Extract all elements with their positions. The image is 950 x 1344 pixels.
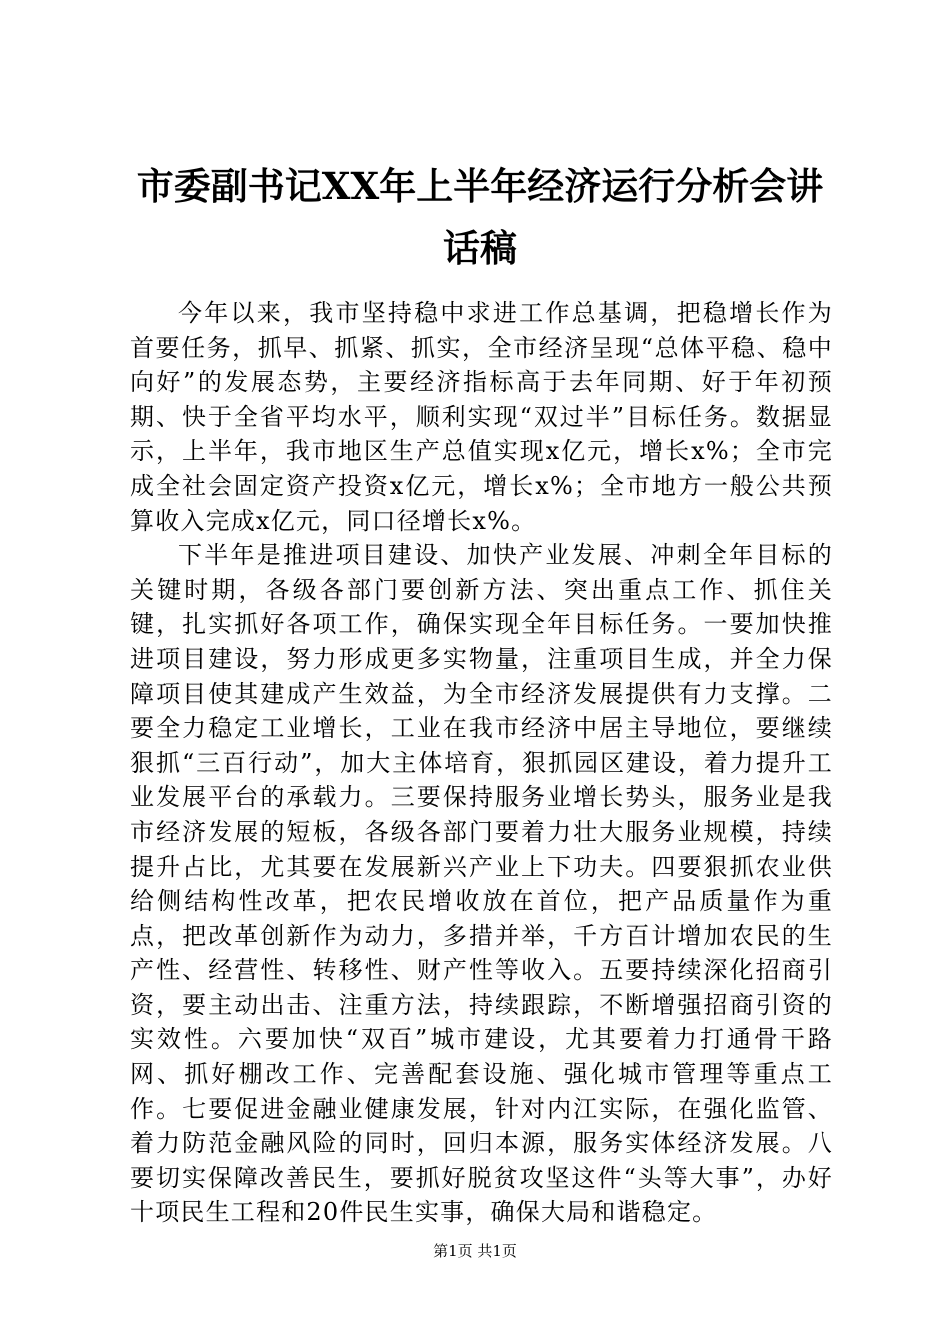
document-title: 市委副书记XX年上半年经济运行分析会讲话稿 <box>136 164 824 270</box>
page-footer: 第1页 共1页 <box>433 1242 517 1260</box>
paragraph-intro: 今年以来，我市坚持稳中求进工作总基调，把稳增长作为首要任务，抓早、抓紧、抓实，全市经济呈现“总体平稳、稳中向好”的发展态势，主要经济指标高于去年同期、好于年初预期、快于全省平均水平，顺利实现“双过半”目标任务。数据显示，上半年，我市地区生产总值实现x亿元，增长x%；全市完成全社会固定资产投资x亿元，增长x%；全市地方一般公共预算收入完成x亿元，同口径增长x%。 <box>130 299 833 535</box>
document-body <box>130 296 833 1230</box>
paragraph-tasks: 下半年是推进项目建设、加快产业发展、冲刺全年目标的关键时期，各级各部门要创新方法、突出重点工作、抓住关键，扎实抓好各项工作，确保实现全年目标任务。一要加快推进项目建设，努力形成更多实物量，注重项目生成，并全力保障项目使其建成产生效益，为全市经济发展提供有力支撑。二要全力稳定工业增长，工业在我市经济中居主导地位，要继续狠抓“三百行动”，加大主体培育，狠抓园区建设，着力提升工业发展平台的承载力。三要保持服务业增长势头，服务业是我市经济发展的短板，各级各部门要着力壮大服务业规模，持续提升占比，尤其要在发展新兴产业上下功夫。四要狠抓农业供给侧结构性改革，把农民增收放在首位，把产品质量作为重点，把改革创新作为动力，多措并举，千方百计增加农民的生产性、经营性、转移性、财产性等收入。五要持续深化招商引资，要主动出击、注重方法，持续跟踪，不断增强招商引资的实效性。六要加快“双百”城市建设，尤其要着力打通骨干路网、抓好棚改工作、完善配套设施、强化城市管理等重点工作。七要促进金融业健康发展，针对内江实际，在强化监管、着力防范金融风险的同时，回归本源，服务实体经济发展。八要切实保障改善民生，要抓好脱贫攻坚这件“头等大事”，办好十项民生工程和20件民生实事，确保大局和谐稳定。 <box>130 541 833 1227</box>
